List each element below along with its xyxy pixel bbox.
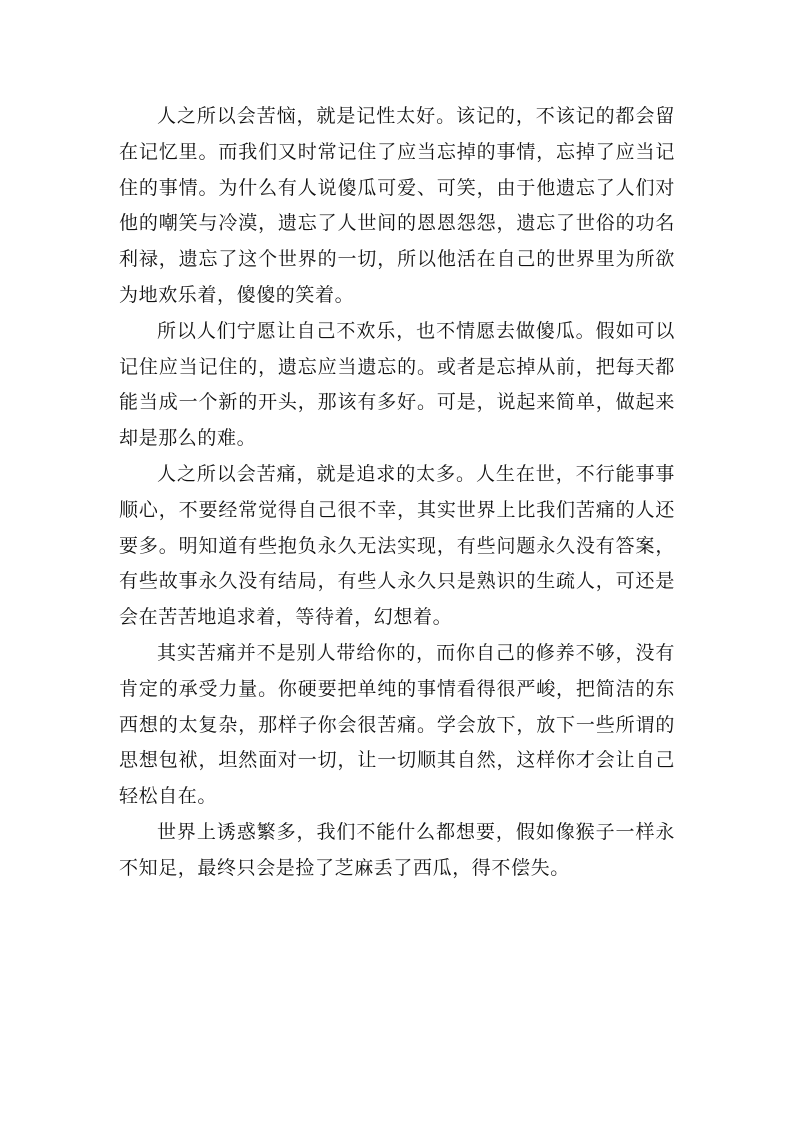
document-body bbox=[119, 99, 675, 887]
paragraph-4: 其实苦痛并不是别人带给你的，而你自己的修养不够，没有肯定的承受力量。你硬要把单纯的事情看得很严峻，把简洁的东西想的太复杂，那样子你会很苦痛。学会放下，放下一些所谓的思想包袱，坦然面对一切，让一切顺其自然，这样你才会让自己轻松自在。 bbox=[119, 641, 675, 808]
paragraph-5: 世界上诱惑繁多，我们不能什么都想要，假如像猴子一样永不知足，最终只会是捡了芝麻丢了西瓜，得不偿失。 bbox=[119, 820, 675, 879]
paragraph-1: 人之所以会苦恼，就是记性太好。该记的，不该记的都会留在记忆里。而我们又时常记住了应当忘掉的事情，忘掉了应当记住的事情。为什么有人说傻瓜可爱、可笑，由于他遗忘了人们对他的嘲笑与冷漠，遗忘了人世间的恩恩怨怨，遗忘了世俗的功名利禄，遗忘了这个世界的一切，所以他活在自己的世界里为所欲为地欢乐着，傻傻的笑着。 bbox=[119, 105, 675, 306]
paragraph-2: 所以人们宁愿让自己不欢乐，也不情愿去做傻瓜。假如可以记住应当记住的，遗忘应当遗忘的。或者是忘掉从前，把每天都能当成一个新的开头，那该有多好。可是，说起来简单，做起来却是那么的难。 bbox=[119, 319, 675, 450]
paragraph-3: 人之所以会苦痛，就是追求的太多。人生在世，不行能事事顺心，不要经常觉得自己很不幸，其实世界上比我们苦痛的人还要多。明知道有些抱负永久无法实现，有些问题永久没有答案，有些故事永久没有结局，有些人永久只是熟识的生疏人，可还是会在苦苦地追求着，等待着，幻想着。 bbox=[119, 462, 675, 629]
